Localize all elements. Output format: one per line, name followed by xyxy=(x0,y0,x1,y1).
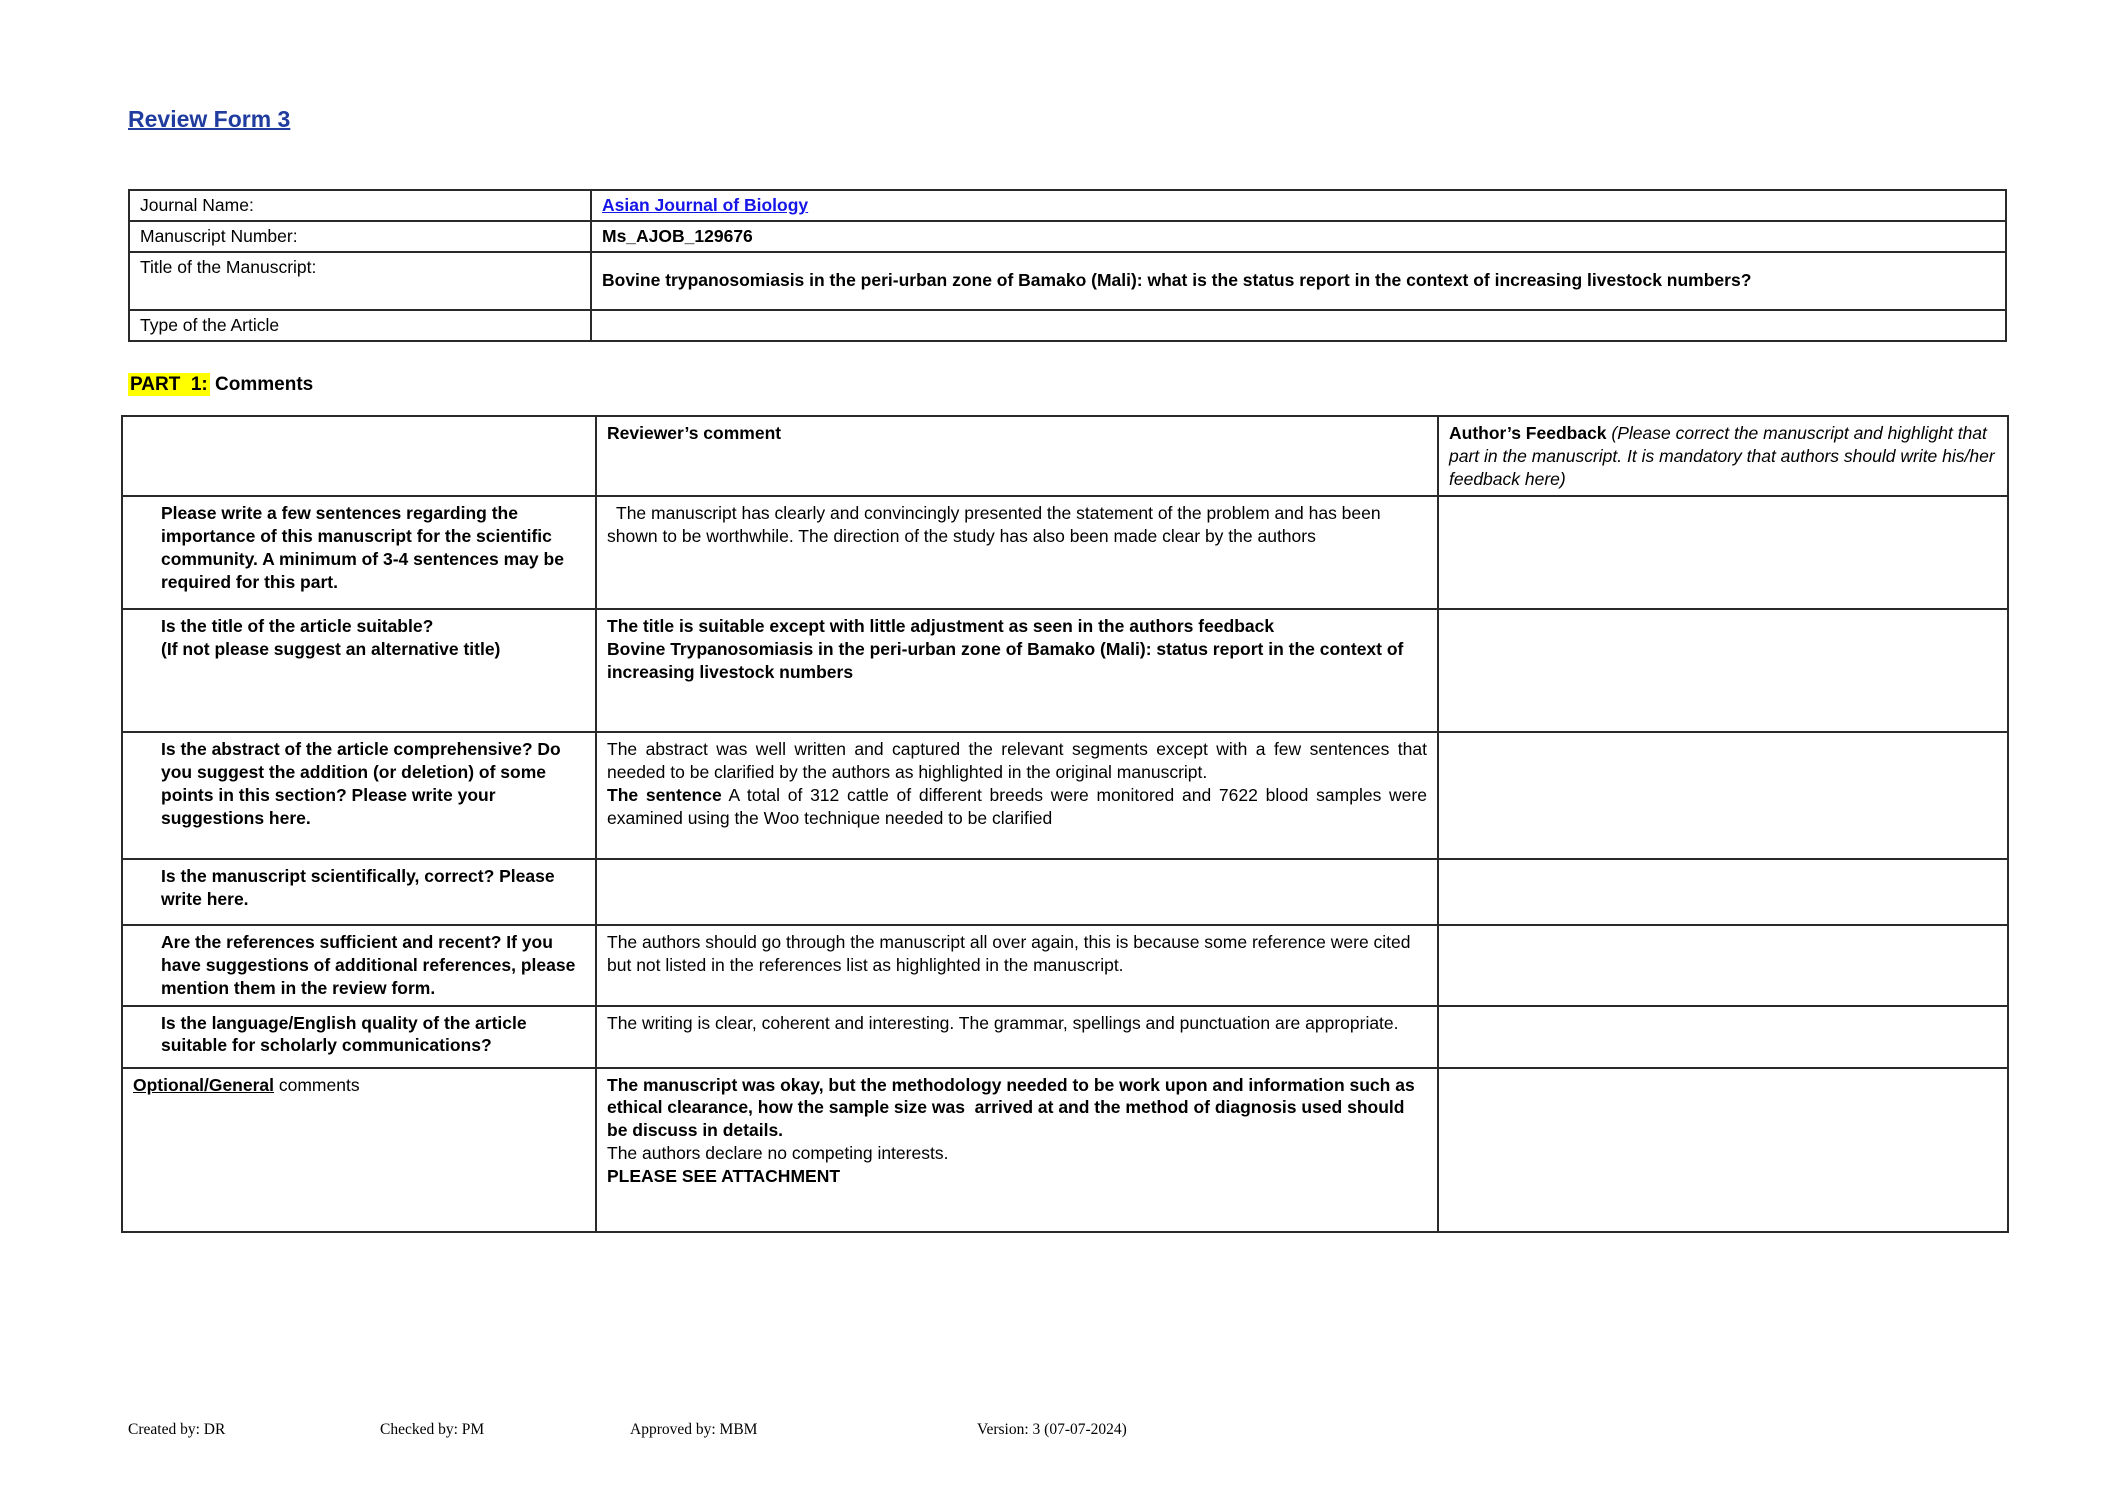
reviewer-comment-importance: The manuscript has clearly and convincingly presented the statement of the problem and has been shown to be worthwhile. The direction of the study has also been made clear by the authors xyxy=(596,496,1438,609)
table-row-optional xyxy=(122,1068,2008,1232)
reviewer-comment-header: Reviewer’s comment xyxy=(596,416,1438,496)
question-references: Are the references sufficient and recent? If you have suggestions of additional references, please mention them in the review form. xyxy=(122,925,596,1005)
author-feedback-references xyxy=(1438,925,2008,1005)
abstract-comment-lead: The sentence xyxy=(607,784,722,805)
journal-name-label: Journal Name: xyxy=(129,190,591,221)
manuscript-title-label: Title of the Manuscript: xyxy=(129,252,591,310)
optional-label-rest: comments xyxy=(274,1074,360,1095)
author-feedback-header-title: Author’s Feedback xyxy=(1449,423,1607,443)
table-row xyxy=(129,310,2006,341)
footer-version: Version: 3 (07-07-2024) xyxy=(977,1421,1127,1438)
author-feedback-importance xyxy=(1438,496,2008,609)
footer-approved-by: Approved by: MBM xyxy=(630,1421,758,1438)
table-row-language xyxy=(122,1006,2008,1068)
table-row xyxy=(129,252,2006,310)
reviewer-comment-references: The authors should go through the manuscript all over again, this is because some reference were cited but not listed in the references list as highlighted in the manuscript. xyxy=(596,925,1438,1005)
part1-title: Comments xyxy=(215,374,314,395)
manuscript-title-value: Bovine trypanosomiasis in the peri-urban zone of Bamako (Mali): what is the status report in the context of increasing livestock numbers? xyxy=(591,252,2006,310)
reviewer-comment-abstract: The abstract was well written and captured the relevant segments except with a few sentences that needed to be clarified by the authors as highlighted in the original manuscript. The sentence A total of 312 cattle of different breeds were monitored and 7622 blood samples were examined using the Woo technique needed to be clarified xyxy=(596,732,1438,859)
author-feedback-header-note: (Please correct the manuscript and highlight that part in the manuscript. It is mandatory that authors should write his/her feedback here) xyxy=(1449,423,1995,489)
table-row xyxy=(129,221,2006,252)
comments-table xyxy=(121,415,2009,1233)
question-scientific: Is the manuscript scientifically, correct? Please write here. xyxy=(122,859,596,925)
reviewer-comment-scientific xyxy=(596,859,1438,925)
author-feedback-language xyxy=(1438,1006,2008,1068)
table-row-importance xyxy=(122,496,2008,609)
table-row-title-suitable xyxy=(122,609,2008,732)
page-title: Review Form 3 xyxy=(128,106,291,132)
abstract-comment-rest: A total of 312 cattle of different breeds were monitored and 7622 blood samples were examined using the Woo technique needed to be clarified xyxy=(607,784,1427,828)
comments-header-row xyxy=(122,416,2008,496)
manuscript-number-value: Ms_AJOB_129676 xyxy=(591,221,2006,252)
question-importance: Please write a few sentences regarding the importance of this manuscript for the scientific community. A minimum of 3-4 sentences may be required for this part. xyxy=(122,496,596,609)
question-language: Is the language/English quality of the article suitable for scholarly communications? xyxy=(122,1006,596,1068)
author-feedback-header xyxy=(1438,416,2008,496)
table-row-references xyxy=(122,925,2008,1005)
question-title-suitable: Is the title of the article suitable? (If not please suggest an alternative title) xyxy=(122,609,596,732)
author-feedback-scientific xyxy=(1438,859,2008,925)
reviewer-comment-language: The writing is clear, coherent and interesting. The grammar, spellings and punctuation are appropriate. xyxy=(596,1006,1438,1068)
part1-label: PART 1: xyxy=(130,374,208,395)
optional-comments-label xyxy=(122,1068,596,1232)
article-type-value xyxy=(591,310,2006,341)
question-abstract: Is the abstract of the article comprehensive? Do you suggest the addition (or deletion) of some points in this section? Please write your suggestions here. xyxy=(122,732,596,859)
reviewer-comment-title-suitable: The title is suitable except with little adjustment as seen in the authors feedback Bovine Trypanosomiasis in the peri-urban zone of Bamako (Mali): status report in the context of increasing livestock numbers xyxy=(596,609,1438,732)
table-row-scientific xyxy=(122,859,2008,925)
article-type-label: Type of the Article xyxy=(129,310,591,341)
reviewer-comment-optional: The manuscript was okay, but the methodology needed to be work upon and information such as ethical clearance, how the sample size was arrived at and the method of diagnosis used should be discuss in details. The authors declare no competing interests. PLEASE SEE ATTACHMENT xyxy=(596,1068,1438,1232)
manuscript-info-table xyxy=(128,189,2007,342)
table-row xyxy=(129,190,2006,221)
author-feedback-abstract xyxy=(1438,732,2008,859)
part1-heading xyxy=(128,374,313,396)
manuscript-number-label: Manuscript Number: xyxy=(129,221,591,252)
author-feedback-title-suitable xyxy=(1438,609,2008,732)
author-feedback-optional xyxy=(1438,1068,2008,1232)
table-row-abstract xyxy=(122,732,2008,859)
optional-label-underlined: Optional/General xyxy=(133,1074,274,1095)
header-empty-cell xyxy=(122,416,596,496)
footer-checked-by: Checked by: PM xyxy=(380,1421,485,1438)
footer-created-by: Created by: DR xyxy=(128,1421,226,1438)
journal-name-link[interactable]: Asian Journal of Biology xyxy=(602,195,809,215)
